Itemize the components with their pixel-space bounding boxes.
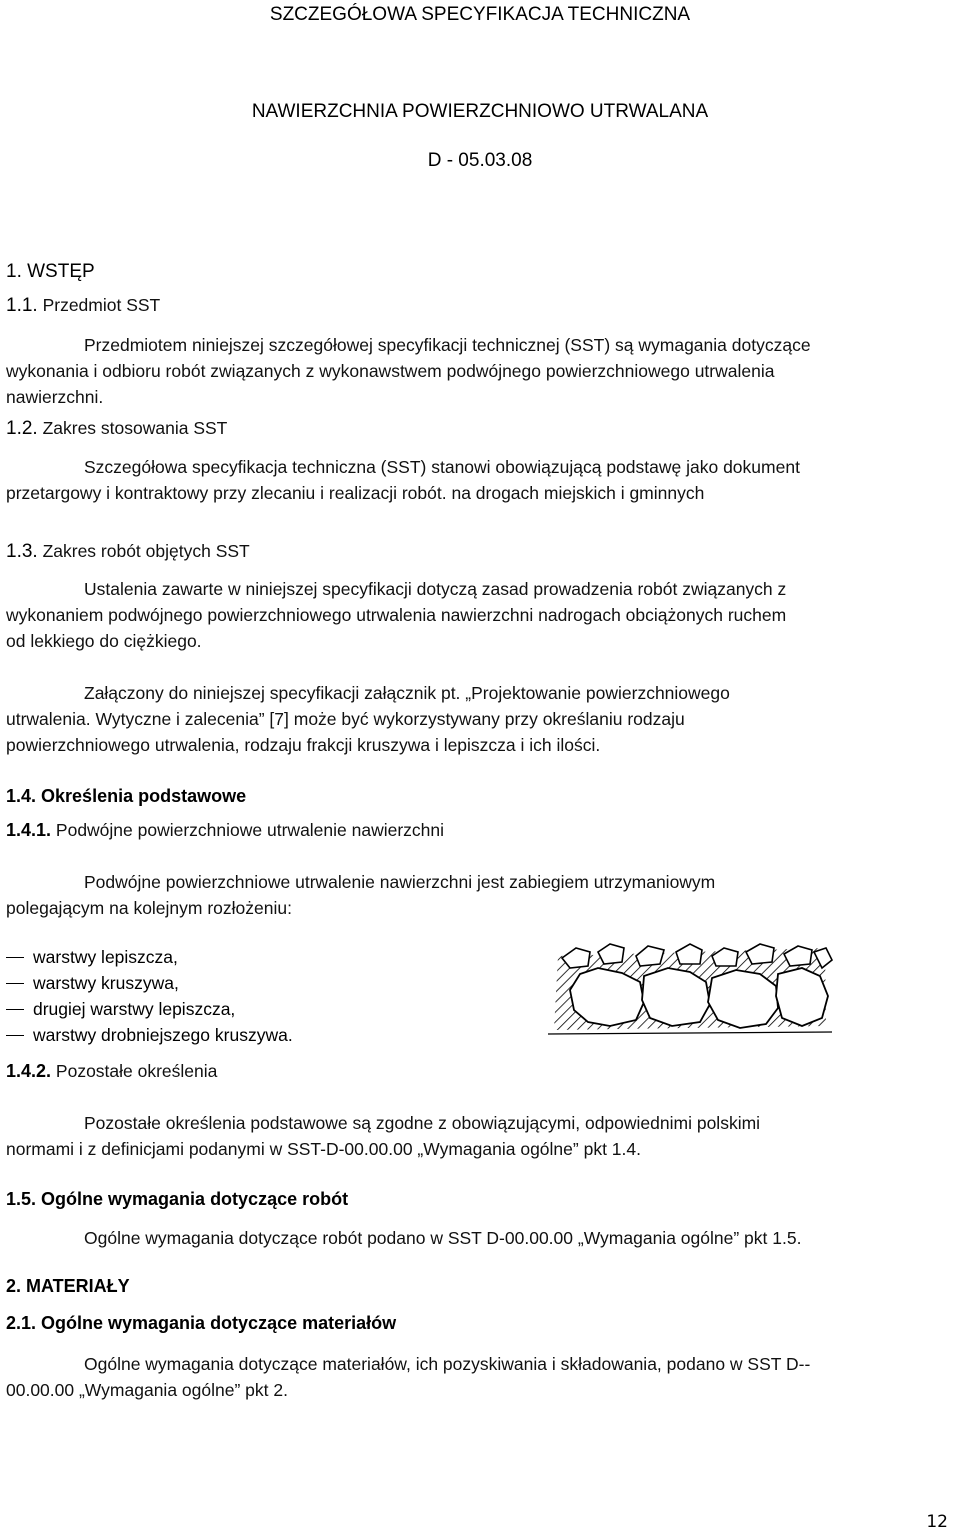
paragraph-line: Pozostałe określenia podstawowe są zgodne z obowiązującymi, odpowiednimi polskimi	[84, 1113, 761, 1133]
substrate-line	[548, 1032, 832, 1034]
section-number: 1.1.	[6, 295, 38, 316]
chip-7	[784, 946, 812, 966]
section-1-1-body	[6, 332, 811, 410]
paragraph-line: wykonaniem podwójnego powierzchniowego utrwalenia nawierzchni nadrogach obciążonych ruchem	[6, 605, 787, 625]
section-1-3-body	[6, 576, 786, 654]
section-title: Podwójne powierzchniowe utrwalenie nawierzchni	[51, 820, 445, 840]
section-1-1-heading	[6, 292, 160, 319]
section-number: 1.4.2.	[6, 1061, 52, 1081]
section-1-4-1-heading	[6, 817, 444, 844]
dash-bullet-icon	[6, 957, 24, 959]
chip-2	[598, 944, 624, 964]
section-1-2-heading	[6, 415, 227, 442]
section-2-1-heading: 2.1. Ogólne wymagania dotyczące materiałów	[6, 1313, 397, 1333]
dash-bullet-icon	[6, 1035, 24, 1037]
section-2-heading: 2. MATERIAŁY	[6, 1276, 130, 1296]
paragraph-line: od lekkiego do ciężkiego.	[6, 631, 202, 651]
section-1-heading: 1. WSTĘP	[6, 261, 95, 282]
section-number: 1.2.	[6, 418, 38, 439]
stone-3	[708, 970, 778, 1028]
chip-3	[636, 946, 664, 966]
section-title: Zakres robót objętych SST	[37, 541, 250, 561]
page-number: 12	[926, 1512, 948, 1532]
paragraph-line: Szczegółowa specyfikacja techniczna (SST) stanowi obowiązującą podstawę jako dokument	[84, 457, 800, 477]
paragraph-line: wykonania i odbioru robót związanych z wykonawstwem podwójnego powierzchniowego utrwalenia	[6, 361, 775, 381]
paragraph-line: Przedmiotem niniejszej szczegółowej specyfikacji technicznej (SST) są wymagania dotyczące	[84, 335, 811, 355]
section-1-5-body	[6, 1225, 801, 1251]
list-item: warstwy drobniejszego kruszywa.	[6, 1022, 293, 1048]
document-code: D - 05.03.08	[427, 150, 533, 171]
list-item: drugiej warstwy lepiszcza,	[6, 996, 235, 1022]
paragraph-line: polegającym na kolejnym rozłożeniu:	[6, 898, 292, 918]
section-title: Pozostałe określenia	[51, 1061, 218, 1081]
paragraph-line: nawierzchni.	[6, 387, 104, 407]
chip-5	[712, 948, 738, 966]
list-item: warstwy kruszywa,	[6, 970, 179, 996]
paragraph-line: Ogólne wymagania dotyczące materiałów, ich pozyskiwania i składowania, podano w SST D--	[84, 1354, 811, 1374]
chip-6	[746, 944, 774, 964]
section-1-2-body	[6, 454, 800, 506]
chip-4	[676, 944, 702, 964]
paragraph-line: Ogólne wymagania dotyczące robót podano w SST D-00.00.00 „Wymagania ogólne” pkt 1.5.	[84, 1228, 802, 1248]
section-title: Zakres stosowania SST	[37, 418, 228, 438]
paragraph-line: Ustalenia zawarte w niniejszej specyfikacji dotyczą zasad prowadzenia robót związanych z	[84, 579, 787, 599]
document-subtitle: NAWIERZCHNIA POWIERZCHNIOWO UTRWALANA	[251, 101, 709, 122]
stone-4	[776, 968, 828, 1026]
paragraph-line: Załączony do niniejszej specyfikacji załącznik pt. „Projektowanie powierzchniowego	[84, 683, 730, 703]
section-1-5-heading: 1.5. Ogólne wymagania dotyczące robót	[6, 1189, 349, 1209]
section-title: Przedmiot SST	[37, 295, 161, 315]
dash-bullet-icon	[6, 1009, 24, 1011]
surface-dressing-diagram	[540, 918, 840, 1046]
section-number: 1.4.1.	[6, 820, 52, 840]
list-item: warstwy lepiszcza,	[6, 944, 178, 970]
paragraph-line: 00.00.00 „Wymagania ogólne” pkt 2.	[6, 1380, 288, 1400]
paragraph-line: powierzchniowego utrwalenia, rodzaju frakcji kruszywa i lepiszcza i ich ilości.	[6, 735, 601, 755]
paragraph-line: Podwójne powierzchniowe utrwalenie nawierzchni jest zabiegiem utrzymaniowym	[84, 872, 716, 892]
section-number: 1.3.	[6, 541, 38, 562]
section-1-4-heading: 1.4. Określenia podstawowe	[6, 786, 247, 806]
section-1-4-2-body	[6, 1110, 760, 1162]
document-title: SZCZEGÓŁOWA SPECYFIKACJA TECHNICZNA	[269, 4, 691, 25]
paragraph-line: przetargowy i kontraktowy przy zlecaniu i realizacji robót. na drogach miejskich i gminnych	[6, 483, 705, 503]
dash-bullet-icon	[6, 983, 24, 985]
paragraph-line: utrwalenia. Wytyczne i zalecenia” [7] może być wykorzystywany przy określaniu rodzaju	[6, 709, 685, 729]
section-1-4-1-body	[6, 869, 715, 921]
section-1-3-heading	[6, 538, 250, 565]
section-1-3-body-2	[6, 680, 730, 758]
paragraph-line: normami i z definicjami podanymi w SST-D-00.00.00 „Wymagania ogólne” pkt 1.4.	[6, 1139, 641, 1159]
section-2-1-body	[6, 1351, 810, 1403]
section-1-4-2-heading	[6, 1058, 217, 1085]
